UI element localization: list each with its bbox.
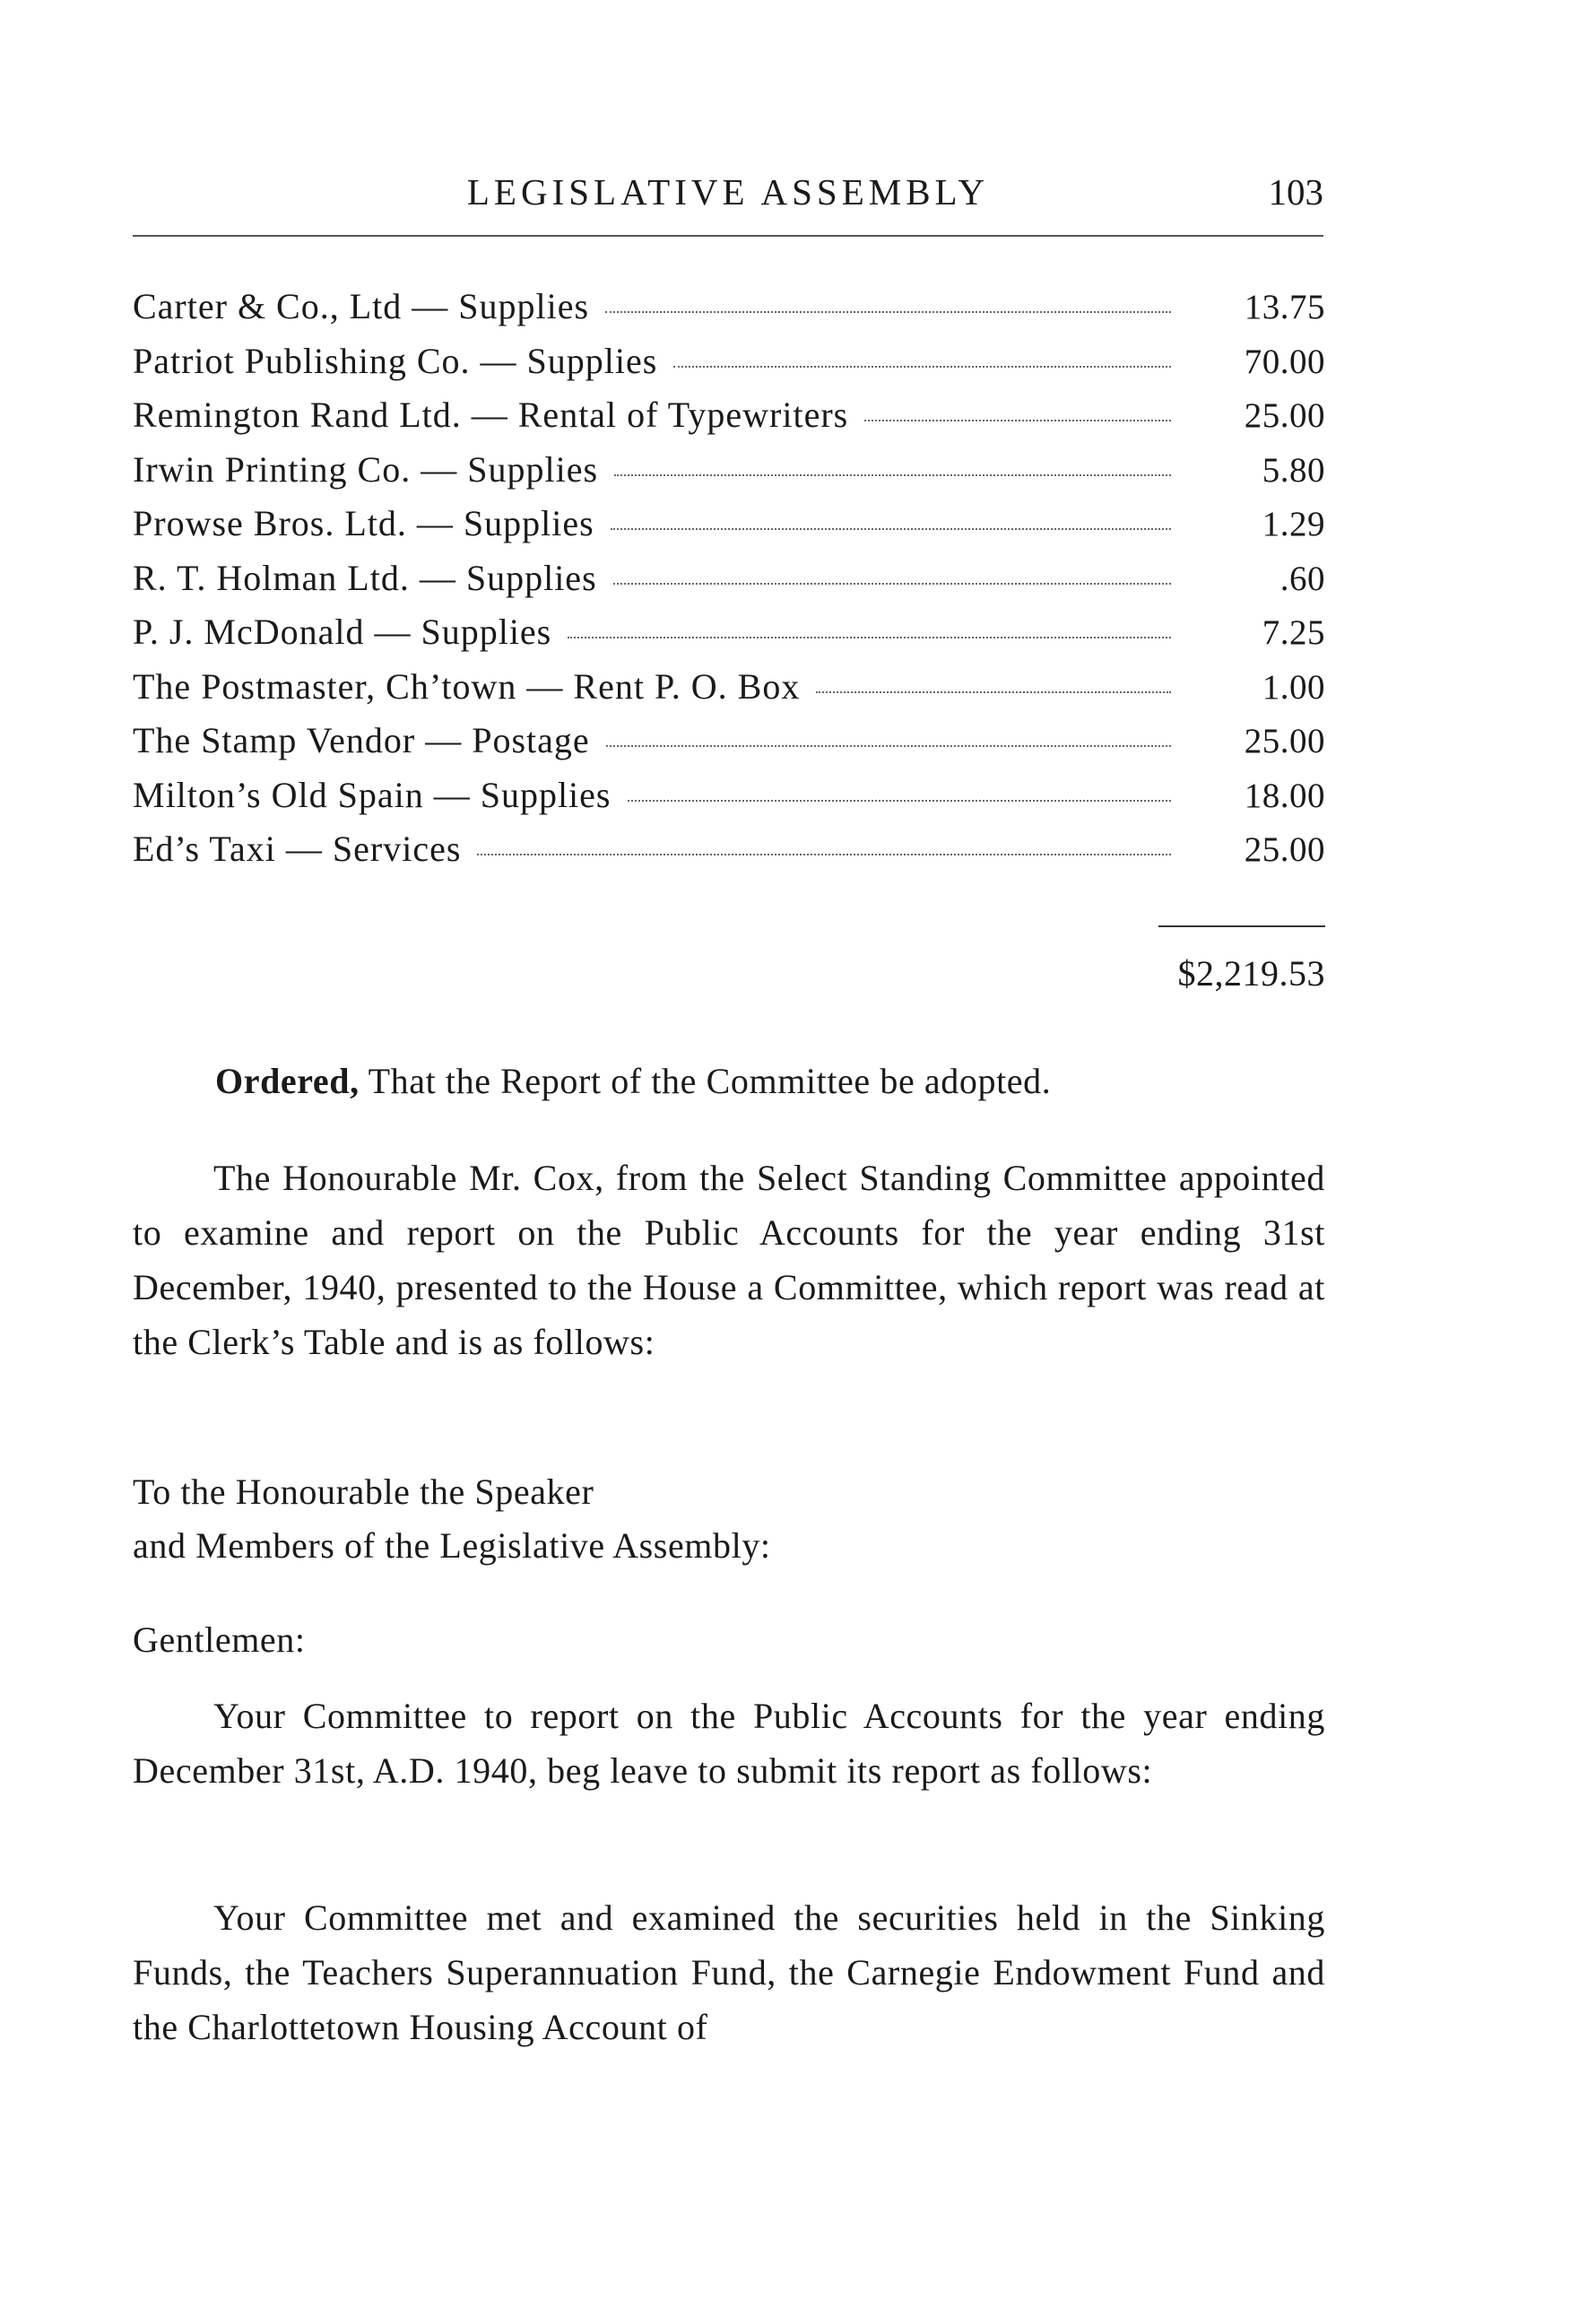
report-intro-paragraph: Your Committee to report on the Public Accounts for the year ending December 31st, A.D. 1940, beg leave to submit its report as follows: <box>133 1696 1325 1791</box>
account-entry <box>133 611 1325 665</box>
entry-amount: 5.80 <box>1262 450 1325 490</box>
running-header-title: LEGISLATIVE ASSEMBLY <box>466 171 990 213</box>
account-entry <box>133 340 1325 395</box>
ordered-paragraph <box>215 1054 1327 1108</box>
entry-description: Remington Rand Ltd. — Rental of Typewriters <box>133 395 849 435</box>
ordered-lead: Ordered, <box>215 1061 360 1101</box>
account-entry <box>133 774 1325 829</box>
entry-amount: 25.00 <box>1244 396 1325 435</box>
entry-description: Irwin Printing Co. — Supplies <box>133 448 599 490</box>
dot-leader <box>611 528 1171 530</box>
entry-amount: 13.75 <box>1244 288 1325 326</box>
entry-description: Prowse Bros. Ltd. — Supplies <box>133 503 594 543</box>
address-line-1: To the Honourable the Speaker <box>133 1472 594 1512</box>
dot-leader <box>673 366 1171 368</box>
account-entry <box>133 285 1325 340</box>
address-line-2: and Members of the Legislative Assembly: <box>133 1525 771 1566</box>
salutation: Gentlemen: <box>133 1619 306 1660</box>
accounts-list <box>133 285 1325 882</box>
account-entry <box>133 828 1325 882</box>
dot-leader <box>816 691 1171 693</box>
entry-amount: 7.25 <box>1262 613 1325 652</box>
securities-paragraph: Your Committee met and examined the securities held in the Sinking Funds, the Teachers Superannuation Fund, the Carnegie Endowment Fund and the Charlottetown Housing Account of <box>133 1897 1325 2047</box>
page-number: 103 <box>1268 171 1323 213</box>
account-entry <box>133 719 1325 774</box>
dot-leader <box>864 420 1171 421</box>
entry-description: R. T. Holman Ltd. — Supplies <box>133 557 597 598</box>
entry-description: Milton’s Old Spain — Supplies <box>133 774 612 815</box>
total-amount: $2,219.53 <box>1177 953 1325 994</box>
dot-leader <box>568 637 1171 638</box>
entry-amount: 1.00 <box>1262 667 1325 707</box>
account-entry <box>133 502 1325 557</box>
entry-description: The Postmaster, Ch’town — Rent P. O. Box <box>133 665 801 707</box>
entry-amount: 25.00 <box>1244 722 1325 760</box>
entry-description: Carter & Co., Ltd — Supplies <box>133 286 590 326</box>
entry-amount: 18.00 <box>1244 776 1325 815</box>
dot-leader <box>613 583 1171 585</box>
header-rule <box>133 235 1323 237</box>
dot-leader <box>606 745 1171 747</box>
entry-description: P. J. McDonald — Supplies <box>133 612 552 652</box>
account-entry <box>133 394 1325 448</box>
entry-description: Patriot Publishing Co. — Supplies <box>133 340 658 381</box>
cox-intro-paragraph: The Honourable Mr. Cox, from the Select Standing Committee appointed to examine and report on the Public Accounts for the year ending 31st December, 1940, presented to the House a Committee, which report was read at the Clerk’s Table and is as follows: <box>133 1158 1325 1362</box>
account-entry <box>133 665 1325 720</box>
dot-leader <box>605 311 1171 313</box>
ordered-text: That the Report of the Committee be adopted. <box>359 1061 1052 1101</box>
entry-description: The Stamp Vendor — Postage <box>133 720 590 760</box>
entry-amount: .60 <box>1279 559 1325 598</box>
dot-leader <box>628 800 1172 802</box>
dot-leader <box>477 854 1171 855</box>
entry-description: Ed’s Taxi — Services <box>133 829 462 869</box>
entry-amount: 70.00 <box>1244 342 1325 381</box>
running-header <box>133 170 1323 224</box>
account-entry <box>133 448 1325 503</box>
entry-amount: 25.00 <box>1244 830 1325 869</box>
entry-amount: 1.29 <box>1262 505 1325 543</box>
dot-leader <box>614 474 1171 476</box>
total-rule <box>1158 925 1325 927</box>
account-entry <box>133 557 1325 612</box>
